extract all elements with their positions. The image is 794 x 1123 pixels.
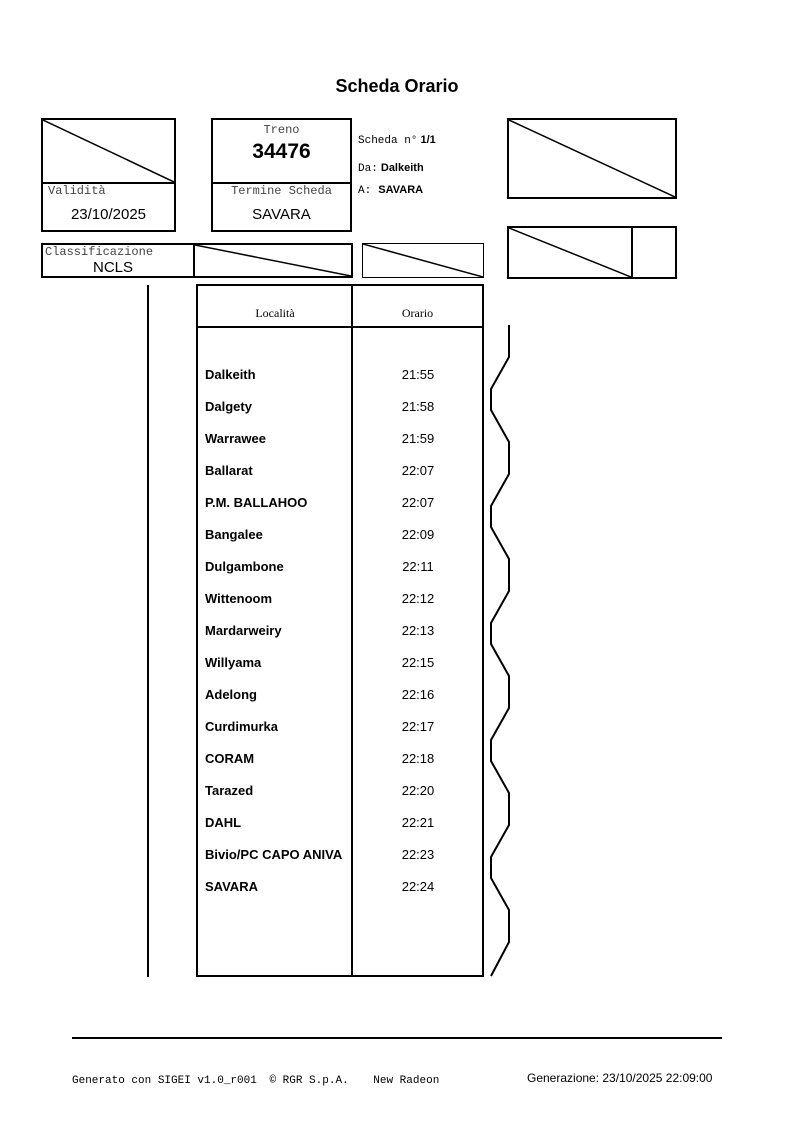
row-localita: Adelong [205, 687, 257, 702]
row-localita: Willyama [205, 655, 262, 670]
row-localita: Bivio/PC CAPO ANIVA [205, 847, 343, 862]
header-localita: Località [255, 306, 295, 320]
row-orario: 21:55 [401, 367, 435, 382]
row-orario: 22:09 [401, 527, 435, 542]
footer-generation: Generazione: 23/10/2025 22:09:00 [527, 1071, 713, 1085]
footer-copyright: © RGR S.p.A. [269, 1075, 349, 1087]
validita-value: 23/10/2025 [70, 206, 147, 223]
empty-cell-diagonal [195, 245, 351, 276]
empty-box-middle [362, 243, 484, 278]
termine-value: SAVARA [252, 206, 311, 223]
row-orario: 22:23 [401, 847, 435, 862]
da-info [358, 162, 424, 175]
a-value: SAVARA [378, 184, 424, 196]
row-localita: Dalkeith [205, 367, 256, 382]
row-orario: 22:07 [401, 463, 435, 478]
treno-number: 34476 [252, 140, 311, 163]
row-localita: Warrawee [205, 431, 266, 446]
da-label: Da: [358, 163, 378, 175]
row-localita: Mardarweiry [205, 623, 282, 638]
row-localita: P.M. BALLAHOO [205, 495, 308, 510]
row-localita: Tarazed [205, 783, 254, 798]
scheda-label: Scheda n° [358, 135, 418, 147]
empty-cell-diagonal [43, 120, 174, 182]
scheda-value: 1/1 [420, 134, 436, 146]
row-orario: 22:13 [401, 623, 435, 638]
row-orario: 22:15 [401, 655, 435, 670]
row-localita: Curdimurka [205, 719, 278, 734]
scheda-info [358, 134, 436, 147]
classificazione-label: Classificazione [45, 245, 154, 259]
validita-box [41, 118, 176, 232]
footer-rule [72, 1037, 722, 1039]
a-label: A: [358, 185, 372, 197]
footer-left [72, 1075, 439, 1087]
row-orario: 22:07 [401, 495, 435, 510]
row-localita: Wittenoom [205, 591, 273, 606]
footer-app-name: New Radeon [373, 1075, 440, 1087]
table-header-row [198, 286, 482, 328]
row-localita: Dulgambone [205, 559, 284, 574]
row-orario: 22:18 [401, 751, 435, 766]
empty-box-right [507, 226, 677, 279]
empty-cell-diagonal [509, 120, 675, 197]
row-localita: SAVARA [205, 879, 258, 894]
row-orario: 22:16 [401, 687, 435, 702]
row-orario: 22:21 [401, 815, 435, 830]
row-localita: DAHL [205, 815, 242, 830]
row-orario: 22:20 [401, 783, 435, 798]
validita-label: Validità [48, 184, 106, 198]
row-localita: CORAM [205, 751, 255, 766]
empty-box-top-right [507, 118, 677, 199]
header-orario: Orario [401, 306, 434, 320]
row-orario: 22:12 [401, 591, 435, 606]
zigzag-line [488, 325, 514, 980]
empty-cell-diagonal [509, 228, 631, 277]
left-margin-line [147, 285, 149, 977]
a-info [358, 184, 423, 197]
row-orario: 21:59 [401, 431, 435, 446]
treno-box [211, 118, 352, 232]
footer-generated-with: Generato con SIGEI v1.0_r001 [72, 1075, 257, 1087]
termine-label: Termine Scheda [231, 184, 332, 198]
page-title: Scheda Orario [335, 76, 459, 96]
row-orario: 21:58 [401, 399, 435, 414]
row-localita: Dalgety [205, 399, 252, 414]
classificazione-box [41, 243, 353, 278]
row-localita: Bangalee [205, 527, 263, 542]
da-value: Dalkeith [380, 162, 424, 174]
row-orario: 22:17 [401, 719, 435, 734]
row-localita: Ballarat [205, 463, 253, 478]
row-orario: 22:24 [401, 879, 435, 894]
treno-label: Treno [263, 123, 300, 137]
row-orario: 22:11 [402, 559, 434, 574]
classificazione-value: NCLS [92, 259, 133, 276]
empty-cell-diagonal [363, 244, 483, 277]
